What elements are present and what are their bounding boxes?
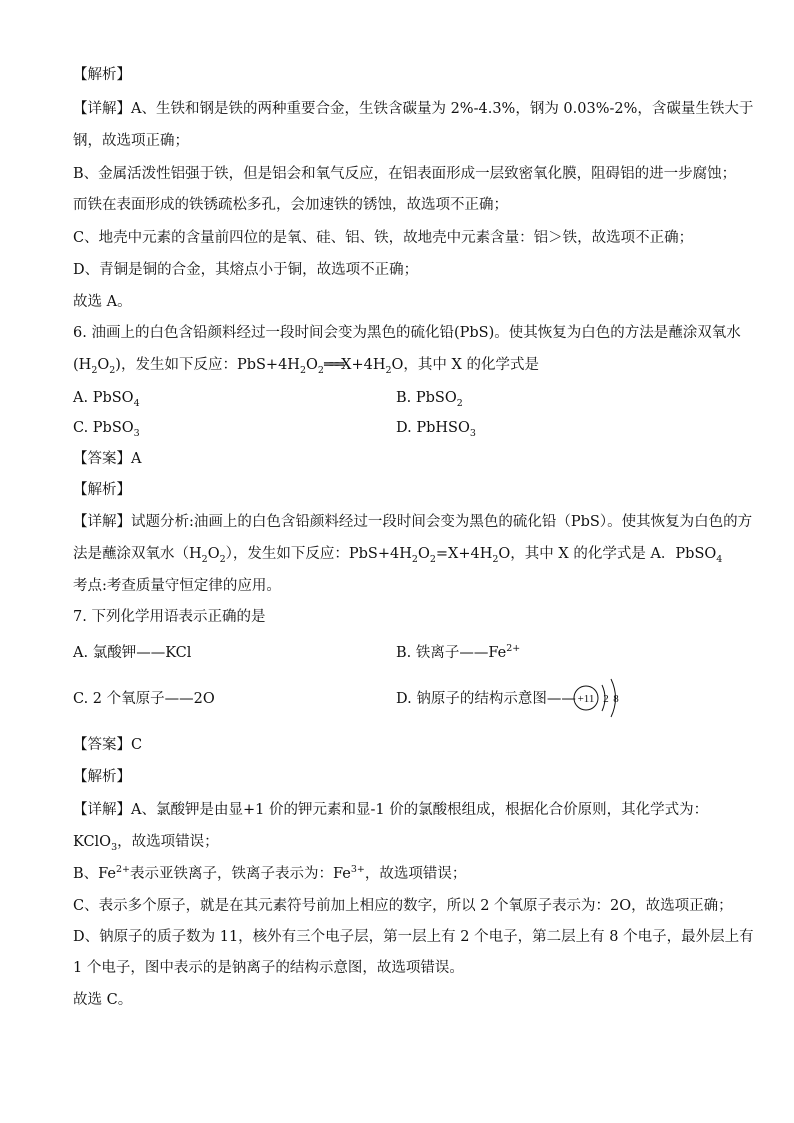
- q6-option-b: B. PbSO$_2$: [396, 390, 463, 409]
- shell-1-electrons: 2: [603, 693, 609, 705]
- detail-line: 钢，故选项正确；: [73, 133, 189, 149]
- shell-2-electrons: 8: [613, 693, 619, 705]
- q6-option-c: C. PbSO$_3$: [73, 420, 140, 439]
- q6-option-a: A. PbSO$_4$: [73, 390, 140, 409]
- q6-option-d: D. PbHSO$_3$: [396, 420, 476, 439]
- q7-option-b: B. 铁离子$——Fe^{2+}$: [396, 643, 521, 661]
- q7-detail-line: B、$Fe^{2+}$表示亚铁离子，铁离子表示为：$Fe^{3+}$，故选项错误；: [73, 864, 467, 882]
- detail-line: 而铁在表面形成的铁锈疏松多孔，会加速铁的锈蚀，故选项不正确；: [73, 197, 508, 213]
- q7-answer: 【答案】C: [73, 737, 143, 753]
- reaction-arrow: ═══: [323, 357, 342, 373]
- question-6-equation: $(H_2O_2)$，发生如下反应：$PbS+4H_2O_2═══X+4H_2O$，其中 X 的化学式是: [73, 357, 539, 376]
- q7-conclusion: 故选 C。: [73, 992, 133, 1008]
- q6-answer: 【答案】A: [73, 451, 142, 467]
- q6-detail-line: 【详解】试题分析:油画上的白色含铅颜料经过一段时间会变为黑色的硫化铅（PbS）。使其恢复为白色的方: [73, 514, 753, 530]
- q7-option-a: A. 氯酸钾——KCl: [73, 645, 192, 661]
- detail-line: B、金属活泼性铝强于铁，但是铝会和氧气反应，在铝表面形成一层致密氧化膜，阻碍铝的进一步腐蚀；: [73, 166, 737, 182]
- sodium-structure-diagram: [573, 674, 633, 722]
- detail-line: 【详解】A、生铁和钢是铁的两种重要合金，生铁含碳量为 2%-4.3%，钢为 0.03%-2%，含碳量生铁大于: [73, 101, 754, 117]
- q7-analysis-label: 【解析】: [73, 769, 131, 785]
- q7-option-c: C. 2 个氧原子——2O: [73, 691, 215, 707]
- question-7-stem: 7. 下列化学用语表示正确的是: [73, 609, 266, 625]
- q6-detail-line: 法是蘸涂双氧水$(H_2O_2)$，发生如下反应：$PbS+4H_2O_2=X+4H_2O$，其中 X 的化学式是 A．PbSO$_4$: [73, 546, 723, 565]
- q6-exam-point: 考点:考查质量守恒定律的应用。: [73, 578, 281, 594]
- q6-analysis-label: 【解析】: [73, 482, 131, 498]
- detail-line: D、青铜是铜的合金，其熔点小于铜，故选项不正确；: [73, 262, 419, 278]
- q7-detail-line: C、表示多个原子，就是在其元素符号前加上相应的数字，所以 2 个氧原子表示为：2O，故选项正确；: [73, 898, 733, 914]
- detail-line: C、地壳中元素的含量前四位的是氧、硅、铝、铁，故地壳中元素含量：铝＞铁，故选项不正确；: [73, 230, 694, 246]
- question-6-stem: 6. 油画上的白色含铅颜料经过一段时间会变为黑色的硫化铅(PbS)。使其恢复为白色的方法是蘸涂双氧水: [73, 325, 741, 341]
- q7-detail-line: 1 个电子，图中表示的是钠离子的结构示意图，故选项错误。: [73, 960, 464, 976]
- section-analysis-label: 【解析】: [73, 67, 131, 83]
- conclusion-line: 故选 A。: [73, 294, 132, 310]
- q7-detail-line: 【详解】A、氯酸钾是由显+1 价的钾元素和显-1 价的氯酸根组成，根据化合价原则，其化学式为：: [73, 802, 709, 818]
- q7-detail-line: D、钠原子的质子数为 11，核外有三个电子层，第一层上有 2 个电子，第二层上有 8 个电子，最外层上有: [73, 929, 754, 945]
- q7-detail-line: KClO$_3$，故选项错误；: [73, 834, 219, 853]
- nucleus-charge: +11: [577, 693, 595, 705]
- q7-option-d: D. 钠原子的结构示意图——: [396, 691, 576, 707]
